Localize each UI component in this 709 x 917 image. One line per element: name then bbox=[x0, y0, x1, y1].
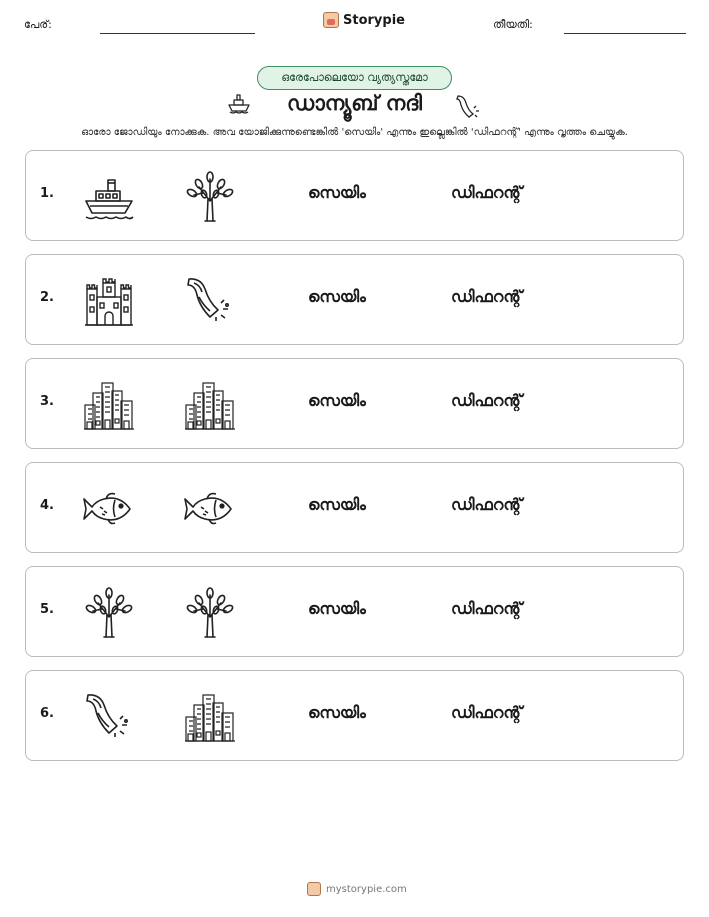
same-option[interactable]: സെയിം bbox=[308, 703, 366, 722]
question-row bbox=[25, 462, 684, 553]
question-row bbox=[25, 254, 684, 345]
name-line[interactable] bbox=[100, 33, 255, 34]
waterfall-icon bbox=[183, 275, 237, 327]
storypie-logo-icon bbox=[323, 12, 339, 28]
tree-icon bbox=[183, 171, 237, 223]
date-line[interactable] bbox=[564, 33, 686, 34]
question-number: 6. bbox=[40, 706, 54, 721]
waterfall-icon bbox=[82, 691, 136, 743]
fish-icon bbox=[183, 483, 237, 535]
castle-icon bbox=[82, 275, 136, 327]
footer bbox=[307, 882, 407, 896]
brand bbox=[323, 12, 405, 28]
same-option[interactable]: സെയിം bbox=[308, 495, 366, 514]
question-number: 3. bbox=[40, 394, 54, 409]
fish-icon bbox=[82, 483, 136, 535]
waterfall-icon bbox=[455, 94, 481, 124]
question-number: 5. bbox=[40, 602, 54, 617]
city-icon bbox=[183, 691, 237, 743]
question-number: 2. bbox=[40, 290, 54, 305]
question-row bbox=[25, 150, 684, 241]
same-option[interactable]: സെയിം bbox=[308, 183, 366, 202]
brand-name: Storypie bbox=[343, 12, 405, 28]
date-label: തീയതി: bbox=[493, 18, 533, 31]
page-title: ഡാന്യൂബ് നദി bbox=[287, 91, 422, 115]
question-row bbox=[25, 358, 684, 449]
instructions: ഓരോ ജോഡിയും നോക്കുക. അവ യോജിക്കുന്നുണ്ടെങ്കിൽ 'സെയിം' എന്നും ഇല്ലെങ്കിൽ 'ഡിഫറന്റ്' എന്നും വൃത്തം ചെയ്യുക. bbox=[81, 127, 628, 138]
different-option[interactable]: ഡിഫറന്റ് bbox=[451, 391, 523, 410]
same-option[interactable]: സെയിം bbox=[308, 287, 366, 306]
question-number: 1. bbox=[40, 186, 54, 201]
city-icon bbox=[183, 379, 237, 431]
different-option[interactable]: ഡിഫറന്റ് bbox=[451, 495, 523, 514]
question-number: 4. bbox=[40, 498, 54, 513]
different-option[interactable]: ഡിഫറന്റ് bbox=[451, 287, 523, 306]
question-row bbox=[25, 566, 684, 657]
same-option[interactable]: സെയിം bbox=[308, 599, 366, 618]
question-row bbox=[25, 670, 684, 761]
worksheet-type-badge: ഒരേപോലെയോ വ്യത്യസ്തമോ bbox=[257, 66, 452, 90]
different-option[interactable]: ഡിഫറന്റ് bbox=[451, 599, 523, 618]
tree-icon bbox=[183, 587, 237, 639]
tree-icon bbox=[82, 587, 136, 639]
name-label: പേര്: bbox=[24, 18, 52, 31]
different-option[interactable]: ഡിഫറന്റ് bbox=[451, 183, 523, 202]
storypie-logo-icon bbox=[307, 882, 321, 896]
footer-url[interactable]: mystorypie.com bbox=[326, 883, 407, 895]
city-icon bbox=[82, 379, 136, 431]
boat-icon bbox=[82, 171, 136, 223]
same-option[interactable]: സെയിം bbox=[308, 391, 366, 410]
different-option[interactable]: ഡിഫറന്റ് bbox=[451, 703, 523, 722]
